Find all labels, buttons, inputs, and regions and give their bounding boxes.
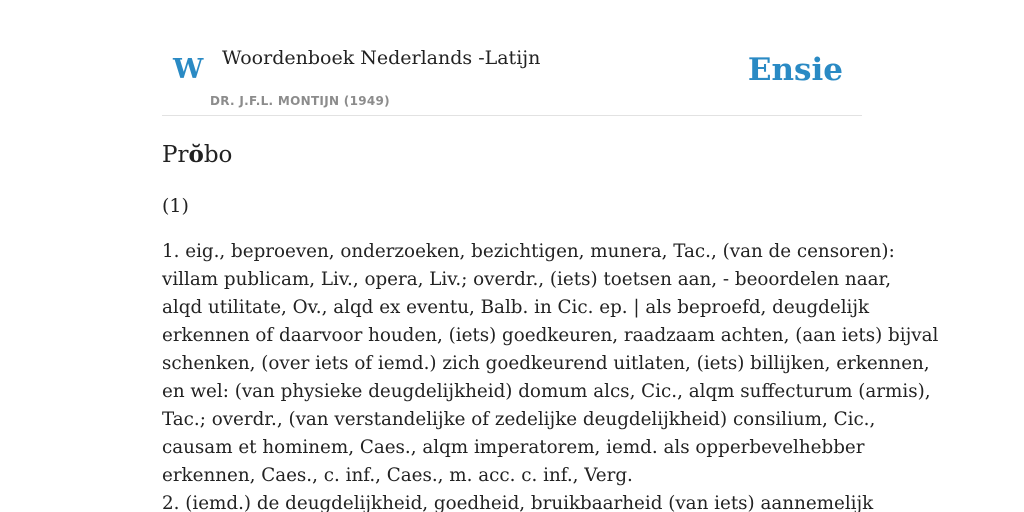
ensie-logo-link[interactable]: Ensie	[747, 52, 843, 88]
definition-line: schenken, (over iets of iemd.) zich goedkeurend uitlaten, (iets) billijken, erkennen,	[162, 353, 930, 374]
definition-line: en wel: (van physieke deugdelijkheid) domum alcs, Cic., alqm suffecturum (armis),	[162, 381, 931, 402]
definition-line: alqd utilitate, Ov., alqd ex eventu, Balb. in Cic. ep. | als beproefd, deugdelijk	[162, 297, 870, 318]
definition-line: 1. eig., beproeven, onderzoeken, bezichtigen, munera, Tac., (van de censoren):	[162, 241, 895, 262]
sense-number: (1)	[162, 195, 189, 217]
page-header	[162, 0, 862, 116]
definition-line: villam publicam, Liv., opera, Liv.; overdr., (iets) toetsen aan, - beoordelen naar,	[162, 269, 892, 290]
definition-line: 2. (iemd.) de deugdelijkheid, goedheid, bruikbaarheid (van iets) aannemelijk	[162, 493, 874, 512]
definition-line: erkennen, Caes., c. inf., Caes., m. acc. c. inf., Verg.	[162, 465, 633, 486]
definition-line: erkennen of daarvoor houden, (iets) goedkeuren, raadzaam achten, (aan iets) bijval	[162, 325, 939, 346]
entry-definition	[162, 238, 939, 512]
headword-accented-vowel: ŏ	[188, 141, 204, 168]
definition-line: causam et hominem, Caes., alqm imperatorem, iemd. als opperbevelhebber	[162, 437, 865, 458]
dictionary-logo[interactable]: W	[173, 54, 204, 85]
headword-part-end: bo	[203, 142, 233, 168]
entry-headword	[162, 139, 232, 171]
definition-line: Tac.; overdr., (van verstandelijke of zedelijke deugdelijkheid) consilium, Cic.,	[162, 409, 876, 430]
dictionary-author: DR. J.F.L. MONTIJN (1949)	[210, 94, 390, 108]
dictionary-title[interactable]: Woordenboek Nederlands -Latijn	[222, 47, 541, 69]
headword-part-start: Pr	[162, 142, 189, 168]
